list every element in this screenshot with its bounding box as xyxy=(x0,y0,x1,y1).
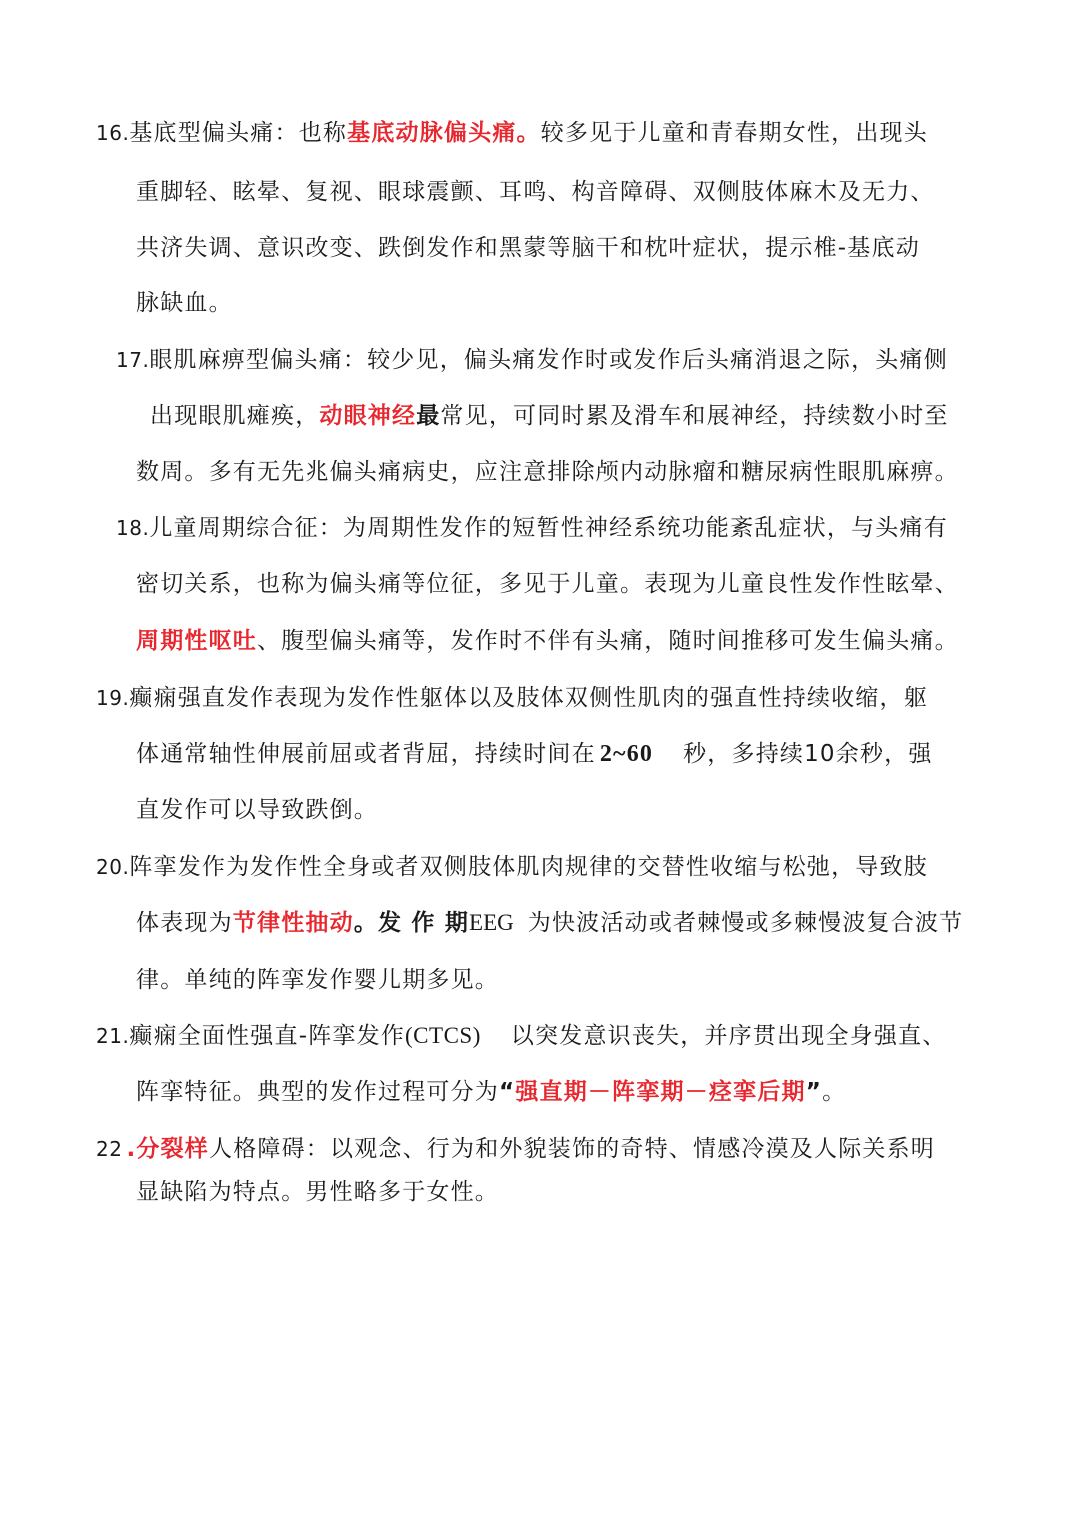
item-18-line-3: 周期性呕吐、腹型偏头痛等，发作时不伴有头痛，随时间推移可发生偏头痛。 xyxy=(136,628,959,654)
highlight-term: 强直期－阵挛期－痉挛后期 xyxy=(515,1079,806,1105)
item-18-line-2: 密切关系，也称为偏头痛等位征，多见于儿童。表现为儿童良性发作性眩晕、 xyxy=(136,571,959,597)
item-16-line-2: 重脚轻、眩晕、复视、眼球震颤、耳鸣、构音障碍、双侧肢体麻木及无力、 xyxy=(136,179,935,205)
item-number: 19. xyxy=(96,686,130,710)
duration-value: 2~60 xyxy=(599,741,654,767)
item-22-line-1: 22 .分裂样人格障碍：以观念、行为和外貌装饰的奇特、情感冷漠及人际关系明 xyxy=(96,1136,935,1162)
item-19-line-3: 直发作可以导致跌倒。 xyxy=(136,797,378,823)
item-19-line-1: 19.癫痫强直发作表现为发作性躯体以及肢体双侧性肌肉的强直性持续收缩，躯 xyxy=(96,685,928,711)
item-20-line-1: 20.阵挛发作为发作性全身或者双侧肢体肌肉规律的交替性收缩与松弛，导致肢 xyxy=(96,854,928,880)
highlight-term: 分裂样 xyxy=(136,1136,209,1162)
item-16-line-4: 脉缺血。 xyxy=(136,290,233,316)
item-16-line-3: 共济失调、意识改变、跌倒发作和黑蒙等脑干和枕叶症状，提示椎-基底动 xyxy=(136,235,920,261)
item-21-line-2: 阵挛特征。典型的发作过程可分为“强直期－阵挛期－痉挛后期”。 xyxy=(136,1079,847,1105)
item-number: 21. xyxy=(96,1024,130,1048)
item-17-line-3: 数周。多有无先兆偏头痛病史，应注意排除颅内动脉瘤和糖尿病性眼肌麻痹。 xyxy=(136,459,959,485)
item-number: 18. xyxy=(116,516,150,540)
item-number: 17. xyxy=(116,348,150,372)
item-20-line-2: 体表现为节律性抽动。发 作 期EEG 为快波活动或者棘慢或多棘慢波复合波节 xyxy=(136,910,964,936)
item-17-line-2: 出现眼肌瘫痪，动眼神经最常见，可同时累及滑车和展神经，持续数小时至 xyxy=(150,403,949,429)
item-number: 20. xyxy=(96,855,130,879)
item-22-line-2: 显缺陷为特点。男性略多于女性。 xyxy=(136,1179,499,1205)
item-21-line-1: 21.癫痫全面性强直-阵挛发作(CTCS) 以突发意识丧失，并序贯出现全身强直、 xyxy=(96,1023,947,1049)
item-17-line-1: 17.眼肌麻痹型偏头痛：较少见，偏头痛发作时或发作后头痛消退之际，头痛侧 xyxy=(116,347,948,373)
item-number: 22 xyxy=(96,1137,123,1161)
item-16-line-1: 16.基底型偏头痛：也称基底动脉偏头痛。较多见于儿童和青春期女性，出现头 xyxy=(96,120,928,146)
highlight-term: 动眼神经 xyxy=(319,403,417,429)
highlight-term: 周期性呕吐 xyxy=(136,628,257,654)
item-20-line-3: 律。单纯的阵挛发作婴儿期多见。 xyxy=(136,967,499,993)
item-number: 16. xyxy=(96,121,130,145)
item-18-line-1: 18.儿童周期综合征：为周期性发作的短暂性神经系统功能紊乱症状，与头痛有 xyxy=(116,515,948,541)
highlight-term: 节律性抽动 xyxy=(232,910,354,936)
highlight-term: 基底动脉偏头痛。 xyxy=(347,120,541,146)
item-19-line-2: 体通常轴性伸展前屈或者背屈，持续时间在 2~60 秒，多持续10余秒，强 xyxy=(136,741,933,767)
